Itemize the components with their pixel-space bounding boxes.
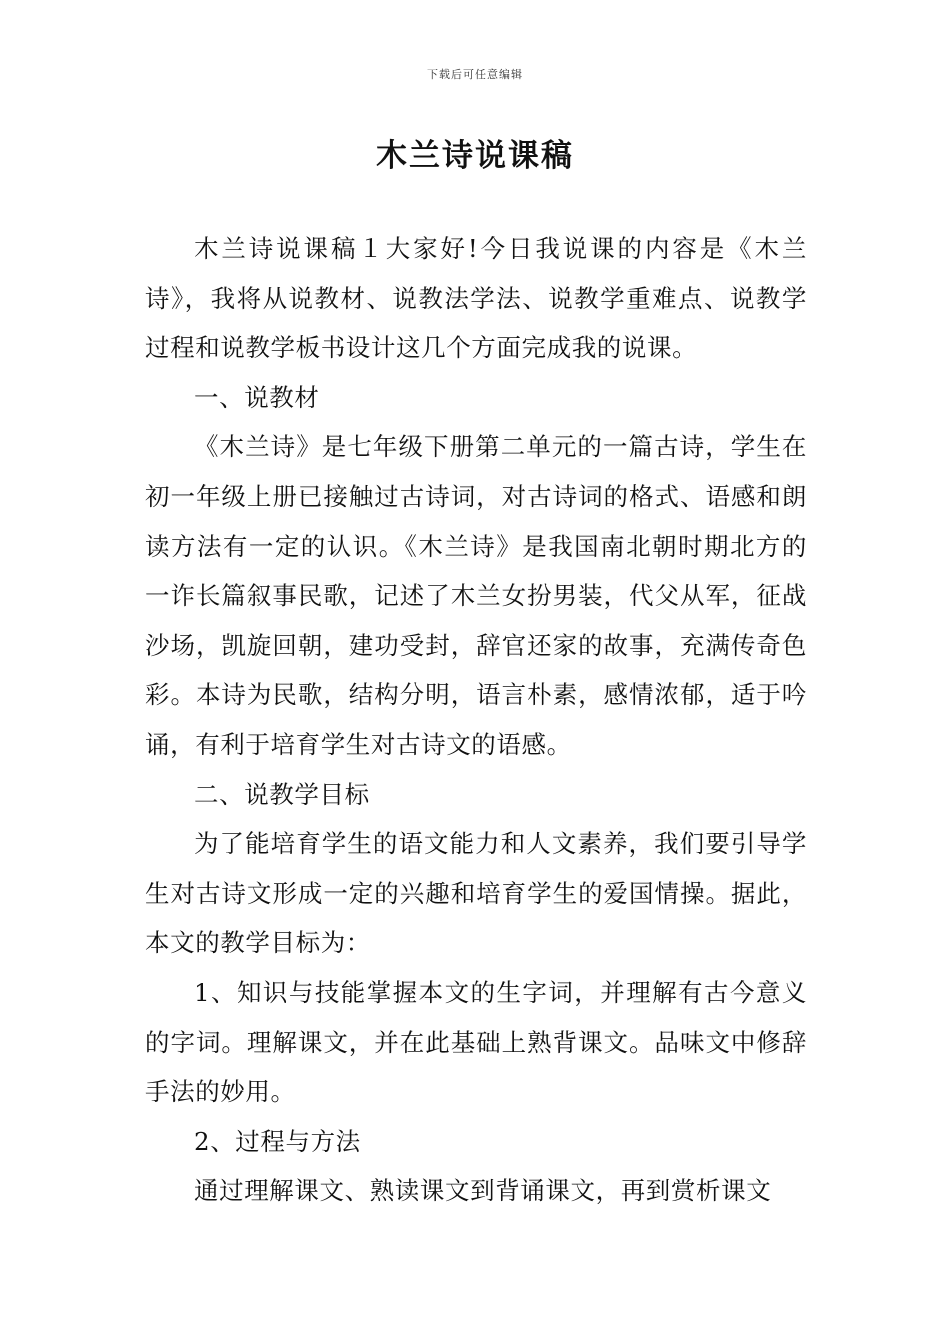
document-title: 木兰诗说课稿 [376,138,574,174]
section-heading-textbook: 一、说教材 [194,382,320,412]
section-heading-process: 2、过程与方法 [194,1126,361,1156]
section-heading-goals: 二、说教学目标 [194,779,370,809]
paragraph-intro: 木兰诗说课稿１大家好!今日我说课的内容是《木兰诗》，我将从说教材、说教法学法、说教学重难点、说教学过程和说教学板书设计这几个方面完成我的说课。 [145,234,807,363]
paragraph-goal-1: 1、知识与技能掌握本文的生字词，并理解有古今意义的字词。理解课文，并在此基础上熟背课文。品味文中修辞手法的妙用。 [145,977,807,1107]
paragraph-goals: 为了能培育学生的语文能力和人文素养，我们要引导学生对古诗文形成一定的兴趣和培育学生的爱国情操。据此，本文的教学目标为： [145,829,807,958]
paragraph-textbook: 《木兰诗》是七年级下册第二单元的一篇古诗，学生在初一年级上册已接触过古诗词，对古诗词的格式、语感和朗读方法有一定的认识。《木兰诗》是我国南北朝时期北方的一诈长篇叙事民歌，记述了木兰女扮男装，代父从军，征战沙场，凯旋回朝，建功受封，辞官还家的故事，充满传奇色彩。本诗为民歌，结构分明，语言朴素，感情浓郁，适于吟诵，有利于培育学生对古诗文的语感。 [145,432,807,759]
document-body [145,224,807,1216]
paragraph-process: 通过理解课文、熟读课文到背诵课文，再到赏析课文 [194,1176,772,1206]
header-note: 下载后可任意编辑 [427,68,523,81]
